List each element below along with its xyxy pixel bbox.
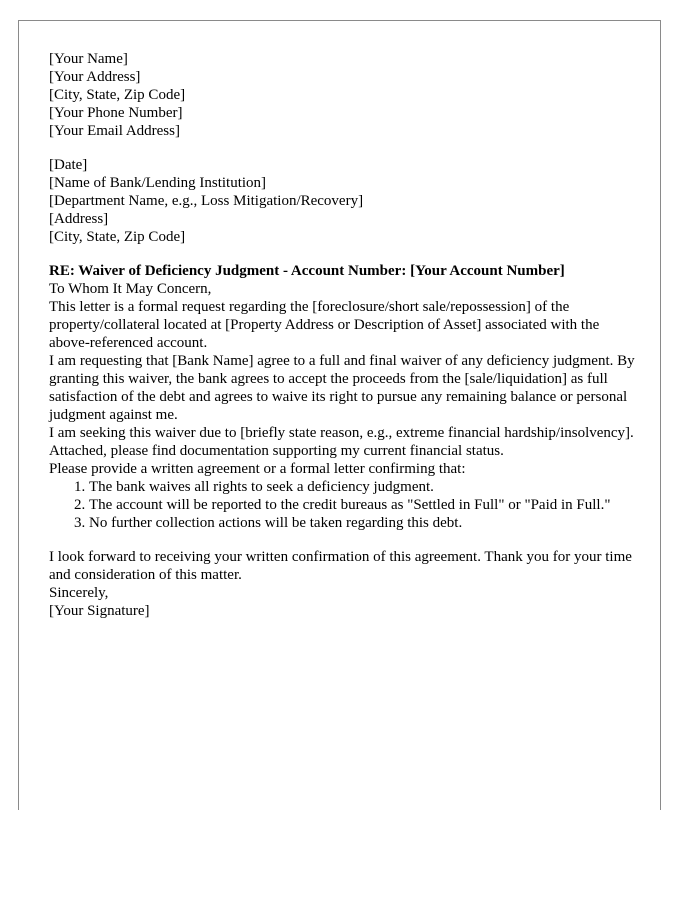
conditions-list — [49, 478, 639, 532]
body-paragraph-4: Please provide a written agreement or a formal letter confirming that: — [49, 461, 466, 477]
condition-item: 2. The account will be reported to the credit bureaus as "Settled in Full" or "Paid in Full." — [89, 496, 639, 514]
subject-line: RE: Waiver of Deficiency Judgment - Account Number: [Your Account Number] — [49, 263, 565, 279]
sender-block — [49, 50, 639, 140]
letter-content — [49, 50, 639, 620]
sender-address: [Your Address] — [49, 69, 141, 85]
recipient-block — [49, 174, 639, 246]
letter-date: [Date] — [49, 157, 88, 173]
sign-off: Sincerely, — [49, 585, 109, 601]
salutation: To Whom It May Concern, — [49, 281, 212, 297]
closing-paragraph: I look forward to receiving your written confirmation of this agreement. Thank you for your time and consideration of this matter. — [49, 549, 632, 583]
recipient-department: [Department Name, e.g., Loss Mitigation/Recovery] — [49, 193, 364, 209]
body-paragraph-2: I am requesting that [Bank Name] agree to a full and final waiver of any deficiency judgment. By granting this waiver, the bank agrees to accept the proceeds from the [sale/liquidation] as full satisfaction of the debt and agrees to waive its right to pursue any remaining balance or personal judgment against me. — [49, 353, 635, 423]
letter-page — [18, 20, 661, 810]
condition-item: 3. No further collection actions will be taken regarding this debt. — [89, 514, 639, 532]
sender-phone: [Your Phone Number] — [49, 105, 183, 121]
recipient-bank-name: [Name of Bank/Lending Institution] — [49, 175, 267, 191]
recipient-city-state-zip: [City, State, Zip Code] — [49, 229, 186, 245]
sender-city-state-zip: [City, State, Zip Code] — [49, 87, 186, 103]
signature: [Your Signature] — [49, 603, 150, 619]
recipient-address: [Address] — [49, 211, 109, 227]
body-paragraph-3: I am seeking this waiver due to [briefly state reason, e.g., extreme financial hardship/insolvency]. Attached, please find documentation supporting my current financial status. — [49, 425, 634, 459]
condition-item: 1. The bank waives all rights to seek a deficiency judgment. — [89, 478, 639, 496]
sender-email: [Your Email Address] — [49, 123, 180, 139]
body-paragraph-1: This letter is a formal request regarding the [foreclosure/short sale/repossession] of the property/collateral located at [Property Address or Description of Asset] associated with the above-referenced account. — [49, 299, 600, 351]
sender-name: [Your Name] — [49, 51, 128, 67]
